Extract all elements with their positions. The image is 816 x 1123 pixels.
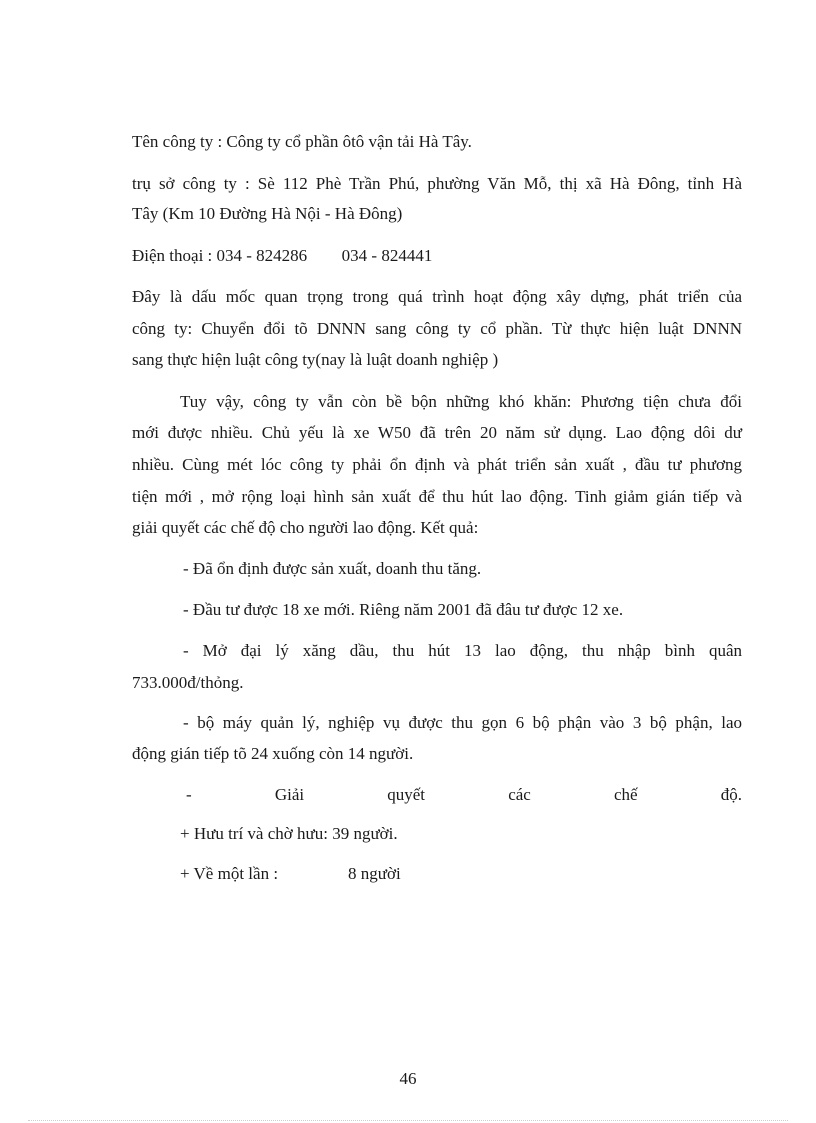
difficulty-line-3: nhiều. Cùng mét lóc công ty phải ổn định và phát triển sản xuất , đầu tư phương [132,455,742,474]
one-time-label: + Về một lần : [180,864,279,883]
phone-line [132,245,742,267]
phone-secondary: 034 - 824441 [341,246,433,265]
company-name-line: Tên công ty : Công ty cổ phần ôtô vận tải Hà Tây. [132,132,472,151]
apparatus-line-2: động gián tiếp tõ 24 xuống còn 14 người. [132,744,414,763]
milestone-line-2: công ty: Chuyển đổi tõ DNNN sang công ty cổ phần. Từ thực hiện luật DNNN [132,319,742,338]
address-line-2: Tây (Km 10 Đường Hà Nội - Hà Đông) [132,204,403,223]
apparatus-line-1: - bộ máy quản lý, nghiệp vụ được thu gọn 6 bộ phận vào 3 bộ phận, lao [183,713,742,732]
policy-word: các [508,785,531,804]
policy-word: - [186,785,192,804]
one-time-line [180,863,790,885]
policy-word: Giải [274,785,305,804]
footer-divider [28,1120,788,1121]
difficulty-line-5: giải quyết các chế độ cho người lao động. Kết quả: [132,518,479,537]
result-line-2: - Đầu tư được 18 xe mới. Riêng năm 2001 đã đâu tư được 12 xe. [183,600,624,619]
address-line-1: trụ sở công ty : Sè 112 Phè Trần Phú, phường Văn Mỗ, thị xã Hà Đông, tỉnh Hà [132,174,742,193]
policy-word: quyết [387,785,426,804]
difficulty-line-1: Tuy vậy, công ty vẫn còn bề bộn những khó khăn: Phương tiện chưa đổi [180,392,742,411]
policy-word: chế [614,785,638,804]
milestone-line-3: sang thực hiện luật công ty(nay là luật doanh nghiệp ) [132,350,499,369]
page-number: 46 [399,1069,417,1088]
milestone-line-1: Đây là dấu mốc quan trọng trong quá trình hoạt động xây dựng, phát triển của [132,287,742,306]
difficulty-line-4: tiện mới , mở rộng loại hình sản xuất để thu hút lao động. Tinh giảm gián tiếp và [132,487,742,506]
phone-primary: Điện thoại : 034 - 824286 [132,246,308,265]
fuel-agency-line-2: 733.000đ/thỏng. [132,673,244,692]
policy-word: độ. [720,785,742,804]
difficulty-line-2: mới được nhiều. Chủ yếu là xe W50 đã trên 20 năm sử dụng. Lao động dôi dư [132,423,742,442]
policy-line [186,784,742,806]
fuel-agency-line-1: - Mở đại lý xăng dầu, thu hút 13 lao động, thu nhập bình quân [183,641,742,660]
retirement-line: + Hưu trí và chờ hưu: 39 người. [180,824,398,843]
result-line-1: - Đã ổn định được sản xuất, doanh thu tăng. [183,559,482,578]
one-time-value: 8 người [348,864,401,883]
